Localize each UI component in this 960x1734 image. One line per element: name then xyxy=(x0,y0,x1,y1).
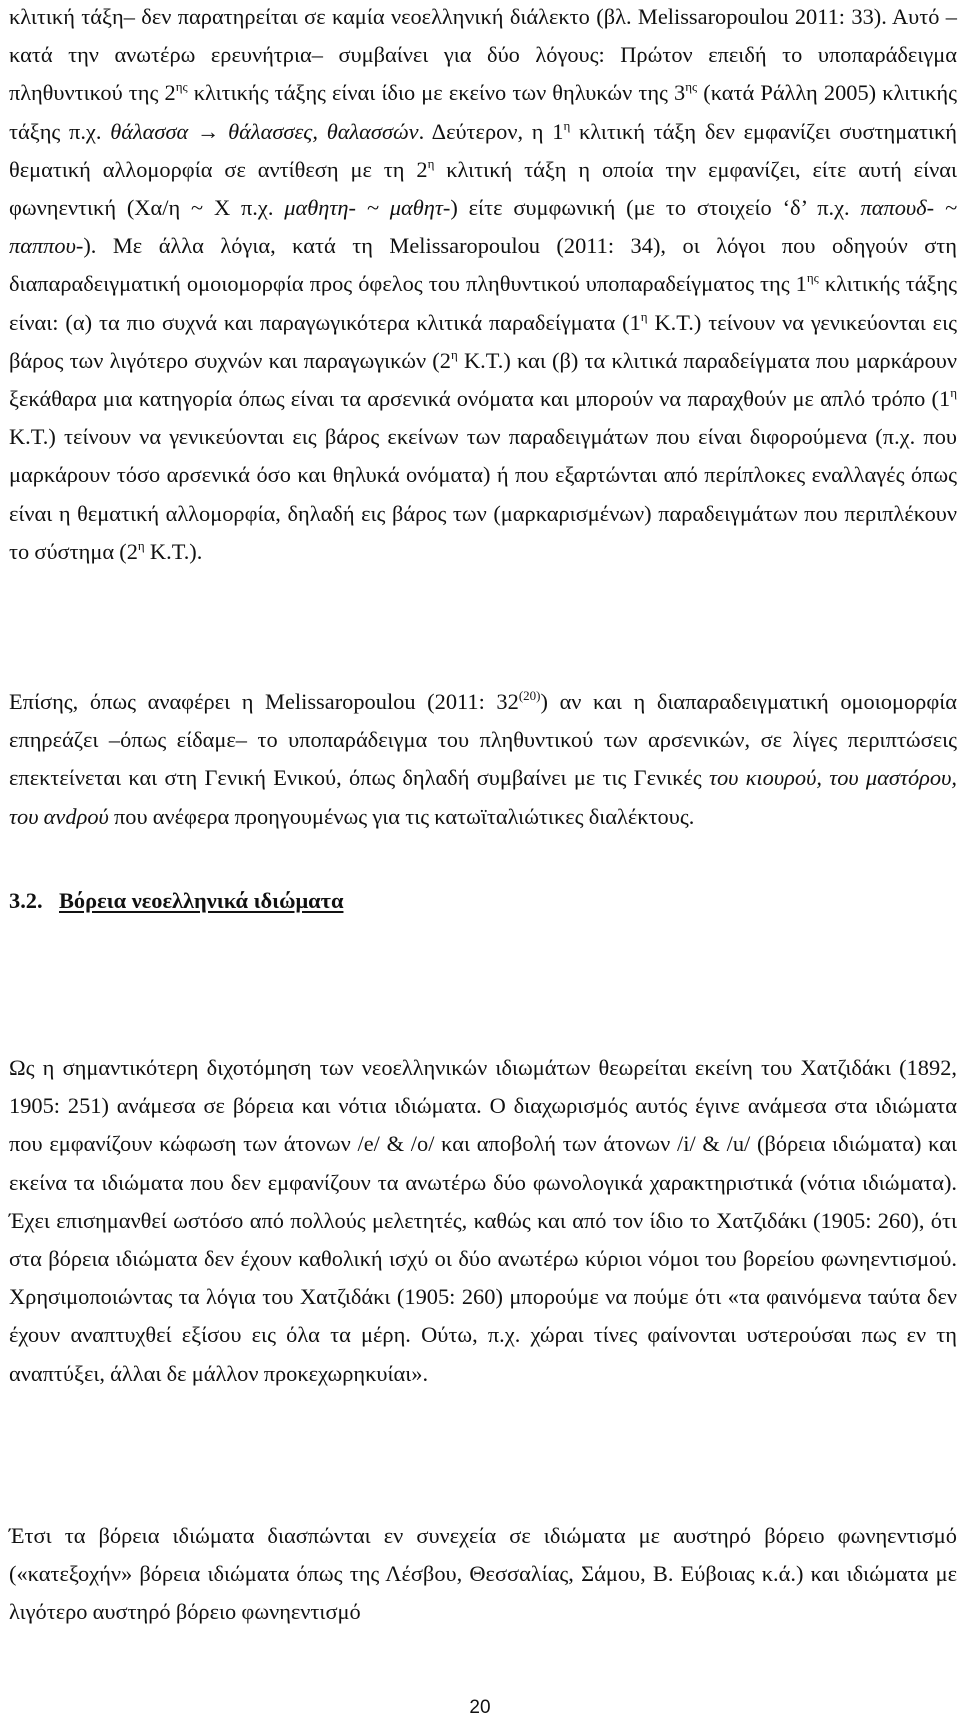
text-run: (κατά Ράλλη 2005) κλιτικής τάξης π.χ. xyxy=(9,80,957,144)
text-run: ). Με άλλα λόγια, κατά τη Melissaropoulou (2011: 34), οι λόγοι που οδηγούν στη διαπαραδειγματική ομοιομορφία προς όφελος του πληθυντικού υποπαραδείγματος της 1 xyxy=(9,233,957,297)
superscript: η xyxy=(137,537,145,553)
page-number: 20 xyxy=(469,1697,491,1718)
text-run: κλιτική τάξη η οποία την εμφανίζει, είτε αυτή είναι φωνηεντική (Χα/η ~ Χ π.χ. xyxy=(9,156,957,221)
text-run: Κ.Τ.) τείνουν να γενικεύονται εις βάρος των λιγότερο συχνών και παραγωγικών (2 xyxy=(9,309,957,373)
superscript: η xyxy=(950,385,957,401)
example-italic: του κιουρού, του μαστόρου, του ανdρού xyxy=(9,765,957,829)
text-run: . Δεύτερον, η 1 xyxy=(418,118,564,144)
section-number: 3.2. xyxy=(9,888,43,913)
paragraph-northern-split: Έτσι τα βόρεια ιδιώματα διασπώνται εν συνεχεία σε ιδιώματα με αυστηρό βόρειο φωνηεντισμό («κατεξοχήν» βόρεια ιδιώματα όπως της Λέσβου, Θεσσαλίας, Σάμου, Β. Εύβοιας κ.ά.) και ιδιώματα με λιγότερο αυστηρό βόρειο φωνηεντισμό xyxy=(9,1523,957,1625)
superscript: η xyxy=(450,346,458,362)
text-run: κλιτικής τάξης είναι ίδιο με εκείνο των θηλυκών της 3 xyxy=(187,80,686,106)
text-run: ) είτε συμφωνική (με το στοιχείο ‘δ’ π.χ. xyxy=(450,195,861,221)
superscript: η xyxy=(640,308,648,324)
text-run: ) αν και η διαπαραδειγματική ομοιομορφία επηρεάζει –όπως είδαμε– το υποπαράδειγμα του πληθυντικού των αρσενικών, σε λίγες περιπτώσεις επεκτείνεται και στη Γενική Ενικού, όπως δηλαδή συμβαίνει με τις Γενικές xyxy=(9,689,957,791)
superscript: η xyxy=(563,117,571,133)
text-run: Επίσης, όπως αναφέρει η Melissaropoulou (2011: 32 xyxy=(9,689,519,714)
example-italic: παπουδ- ~ παππου- xyxy=(9,195,958,259)
text-run: Κ.Τ.) τείνουν να γενικεύονται εις βάρος εκείνων των παραδειγμάτων που είναι διφορούμενα (π.χ. που μαρκάρουν τόσο αρσενικά όσο και θηλυκά ονόματα) ή που εξαρτώνται από περίπλοκες εναλλαγές όπως είναι η θεματική αλλομορφία, δηλαδή εις βάρος των (μαρκαρισμένων) παραδειγμάτων που περιπλέκουν το σύστημα (2 xyxy=(9,424,957,564)
superscript: ης xyxy=(806,270,819,286)
section-heading xyxy=(9,882,343,920)
text-run: Κ.Τ.) και (β) τα κλιτικά παραδείγματα που μαρκάρουν ξεκάθαρα μια κατηγορία όπως είναι τα αρσενικά ονόματα και μπορούν να παραχθούν με απλό τρόπο (1 xyxy=(9,347,957,412)
superscript: ης xyxy=(175,79,188,95)
footnote-reference[interactable]: (20) xyxy=(518,688,541,703)
paragraph-plural-inflection xyxy=(9,0,957,571)
text-run: κλιτικής τάξης είναι: (α) τα πιο συχνά και παραγωγικότερα κλιτικά παραδείγματα (1 xyxy=(9,271,957,335)
superscript: η xyxy=(427,155,435,171)
paragraph-genitive-singular xyxy=(9,683,957,836)
superscript: ης xyxy=(685,79,698,95)
paragraph-northern-idioms: Ως η σημαντικότερη διχοτόμηση των νεοελληνικών ιδιωμάτων θεωρείται εκείνη του Χατζιδάκι (1892, 1905: 251) ανάμεσα σε βόρεια και νότια ιδιώματα. Ο διαχωρισμός αυτός έγινε ανάμεσα στα ιδιώματα που εμφανίζουν κώφωση των άτονων /e/ & /o/ και αποβολή των άτονων /i/ & /u/ (βόρεια ιδιώματα) και εκείνα τα ιδιώματα που δεν εμφανίζουν τα ανωτέρω δύο φωνολογικά χαρακτηριστικά (νότια ιδιώματα). Έχει επισημανθεί ωστόσο από πολλούς μελετητές, καθώς και από τον ίδιο το Χατζιδάκι (1905: 260), ότι στα βόρεια ιδιώματα δεν έχουν καθολική ισχύ οι δύο ανωτέρω κύριοι νόμοι του βορείου φωνηεντισμού. Χρησιμοποιώντας τα λόγια του Χατζιδάκι (1905: 260) μπορούμε να πούμε ότι «τα φαινόμενα ταύτα δεν έχουν αναπτυχθεί εξίσου εις όλα τα μέρη. Ούτω, π.χ. χώραι τίνες φαίνονται υστερούσαι πως εν τη αναπτύξει, άλλαι δε μάλλον προκεχωρηκυίαι». xyxy=(9,1055,957,1386)
text-run: κλιτική τάξη δεν εμφανίζει συστηματική θεματική αλλομορφία σε αντίθεση με τη 2 xyxy=(9,118,957,182)
example-italic: μαθητη- ~ μαθητ- xyxy=(284,195,451,221)
section-title: Βόρεια νεοελληνικά ιδιώματα xyxy=(59,888,344,913)
text-run: που ανέφερα προηγουμένως για τις κατωϊταλιώτικες διαλέκτους. xyxy=(108,803,695,829)
text-run: κλιτική τάξη– δεν παρατηρείται σε καμία νεοελληνική διάλεκτο (βλ. Melissaropoulou 2011: 33). Αυτό –κατά την ανωτέρω ερευνήτρια– συμβαίνει για δύο λόγους: Πρώτον επειδή το υποπαράδειγμα πληθυντικού της 2 xyxy=(9,4,957,106)
text-run: Κ.Τ.). xyxy=(144,538,203,564)
example-italic: θάλασσα → θάλασσες, θαλασσών xyxy=(110,118,419,144)
